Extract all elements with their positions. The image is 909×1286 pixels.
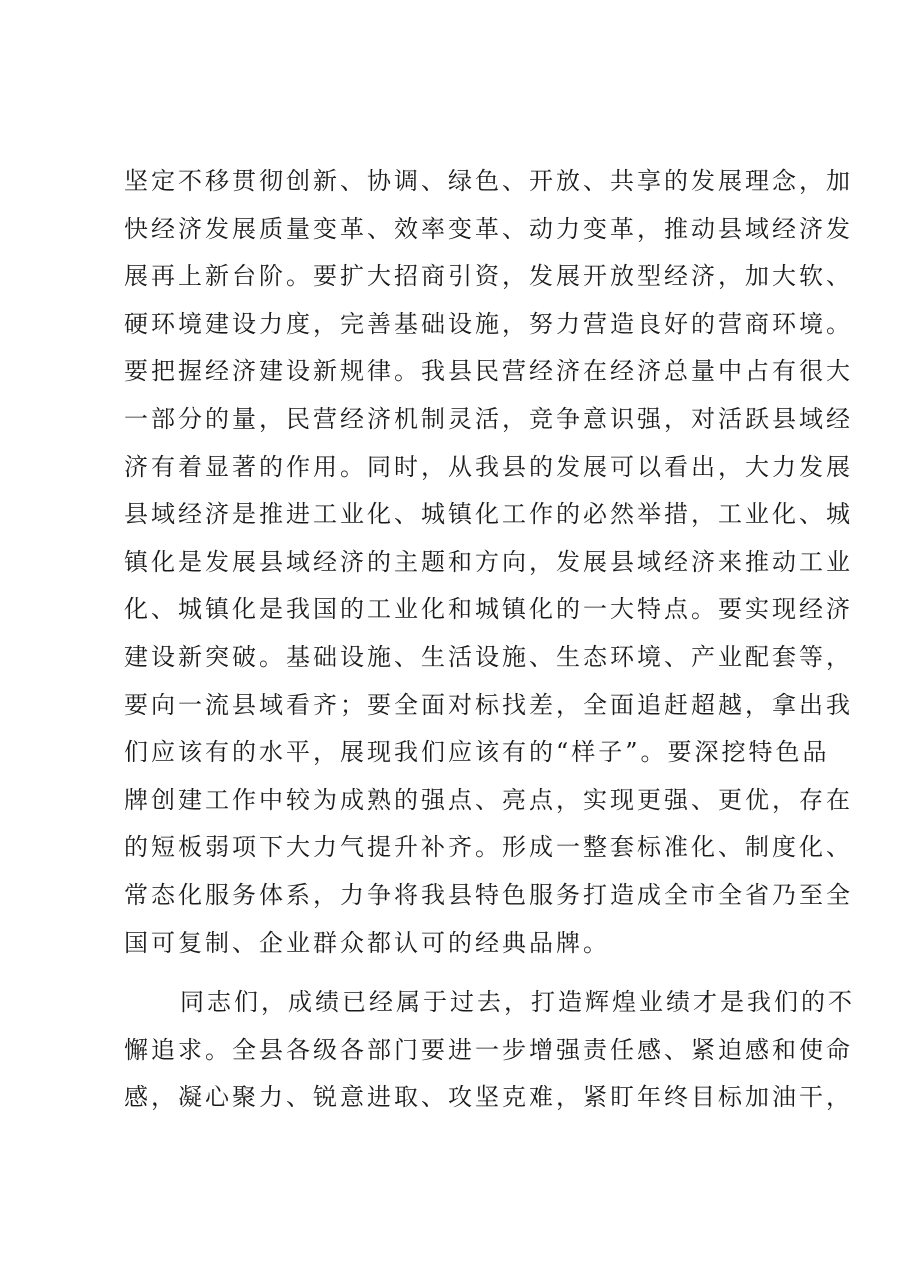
- text-line: 的短板弱项下大力气提升补齐。形成一整套标准化、制度化、: [124, 833, 853, 862]
- paragraph-gap: [124, 967, 804, 979]
- text-line: 济有着显著的作用。同时，从我县的发展可以看出，大力发展: [124, 452, 853, 481]
- text-line: 常态化服务体系，力争将我县特色服务打造成全市全省乃至全: [124, 880, 853, 909]
- text-line: 们应该有的水平，展现我们应该有的“样子”。要深挖特色品: [124, 738, 830, 767]
- text-line: 同志们，成绩已经属于过去，打造辉煌业绩才是我们的不: [180, 988, 855, 1017]
- text-line: 化、城镇化是我国的工业化和城镇化的一大特点。要实现经济: [124, 595, 853, 624]
- text-line: 牌创建工作中较为成熟的强点、亮点，实现更强、更优，存在: [124, 785, 853, 814]
- text-line: 硬环境建设力度，完善基础设施，努力营造良好的营商环境。: [124, 309, 853, 338]
- paragraph-1: [124, 158, 853, 967]
- text-line: 国可复制、企业群众都认可的经典品牌。: [124, 928, 610, 957]
- text-line: 镇化是发展县域经济的主题和方向，发展县域经济来推动工业: [124, 547, 853, 576]
- text-line: 展再上新台阶。要扩大招商引资，发展开放型经济，加大软、: [124, 262, 853, 291]
- text-line: 县域经济是推进工业化、城镇化工作的必然举措，工业化、城: [124, 500, 853, 529]
- paragraph-2: [124, 979, 855, 1122]
- text-line: 快经济发展质量变革、效率变革、动力变革，推动县域经济发: [124, 214, 853, 243]
- text-line: 要把握经济建设新规律。我县民营经济在经济总量中占有很大: [124, 357, 853, 386]
- text-line: 坚定不移贯彻创新、协调、绿色、开放、共享的发展理念，加: [124, 167, 853, 195]
- document-body: [124, 158, 855, 1122]
- text-line: 建设新突破。基础设施、生活设施、生态环境、产业配套等，: [124, 642, 853, 671]
- text-line: 懈追求。全县各级各部门要进一步增强责任感、紧迫感和使命: [124, 1035, 853, 1064]
- text-line: 感，凝心聚力、锐意进取、攻坚克难，紧盯年终目标加油干，: [124, 1083, 853, 1112]
- text-line: 要向一流县域看齐；要全面对标找差，全面追赶超越，拿出我: [124, 690, 853, 719]
- text-line: 一部分的量，民营经济机制灵活，竞争意识强，对活跃县域经: [124, 404, 853, 433]
